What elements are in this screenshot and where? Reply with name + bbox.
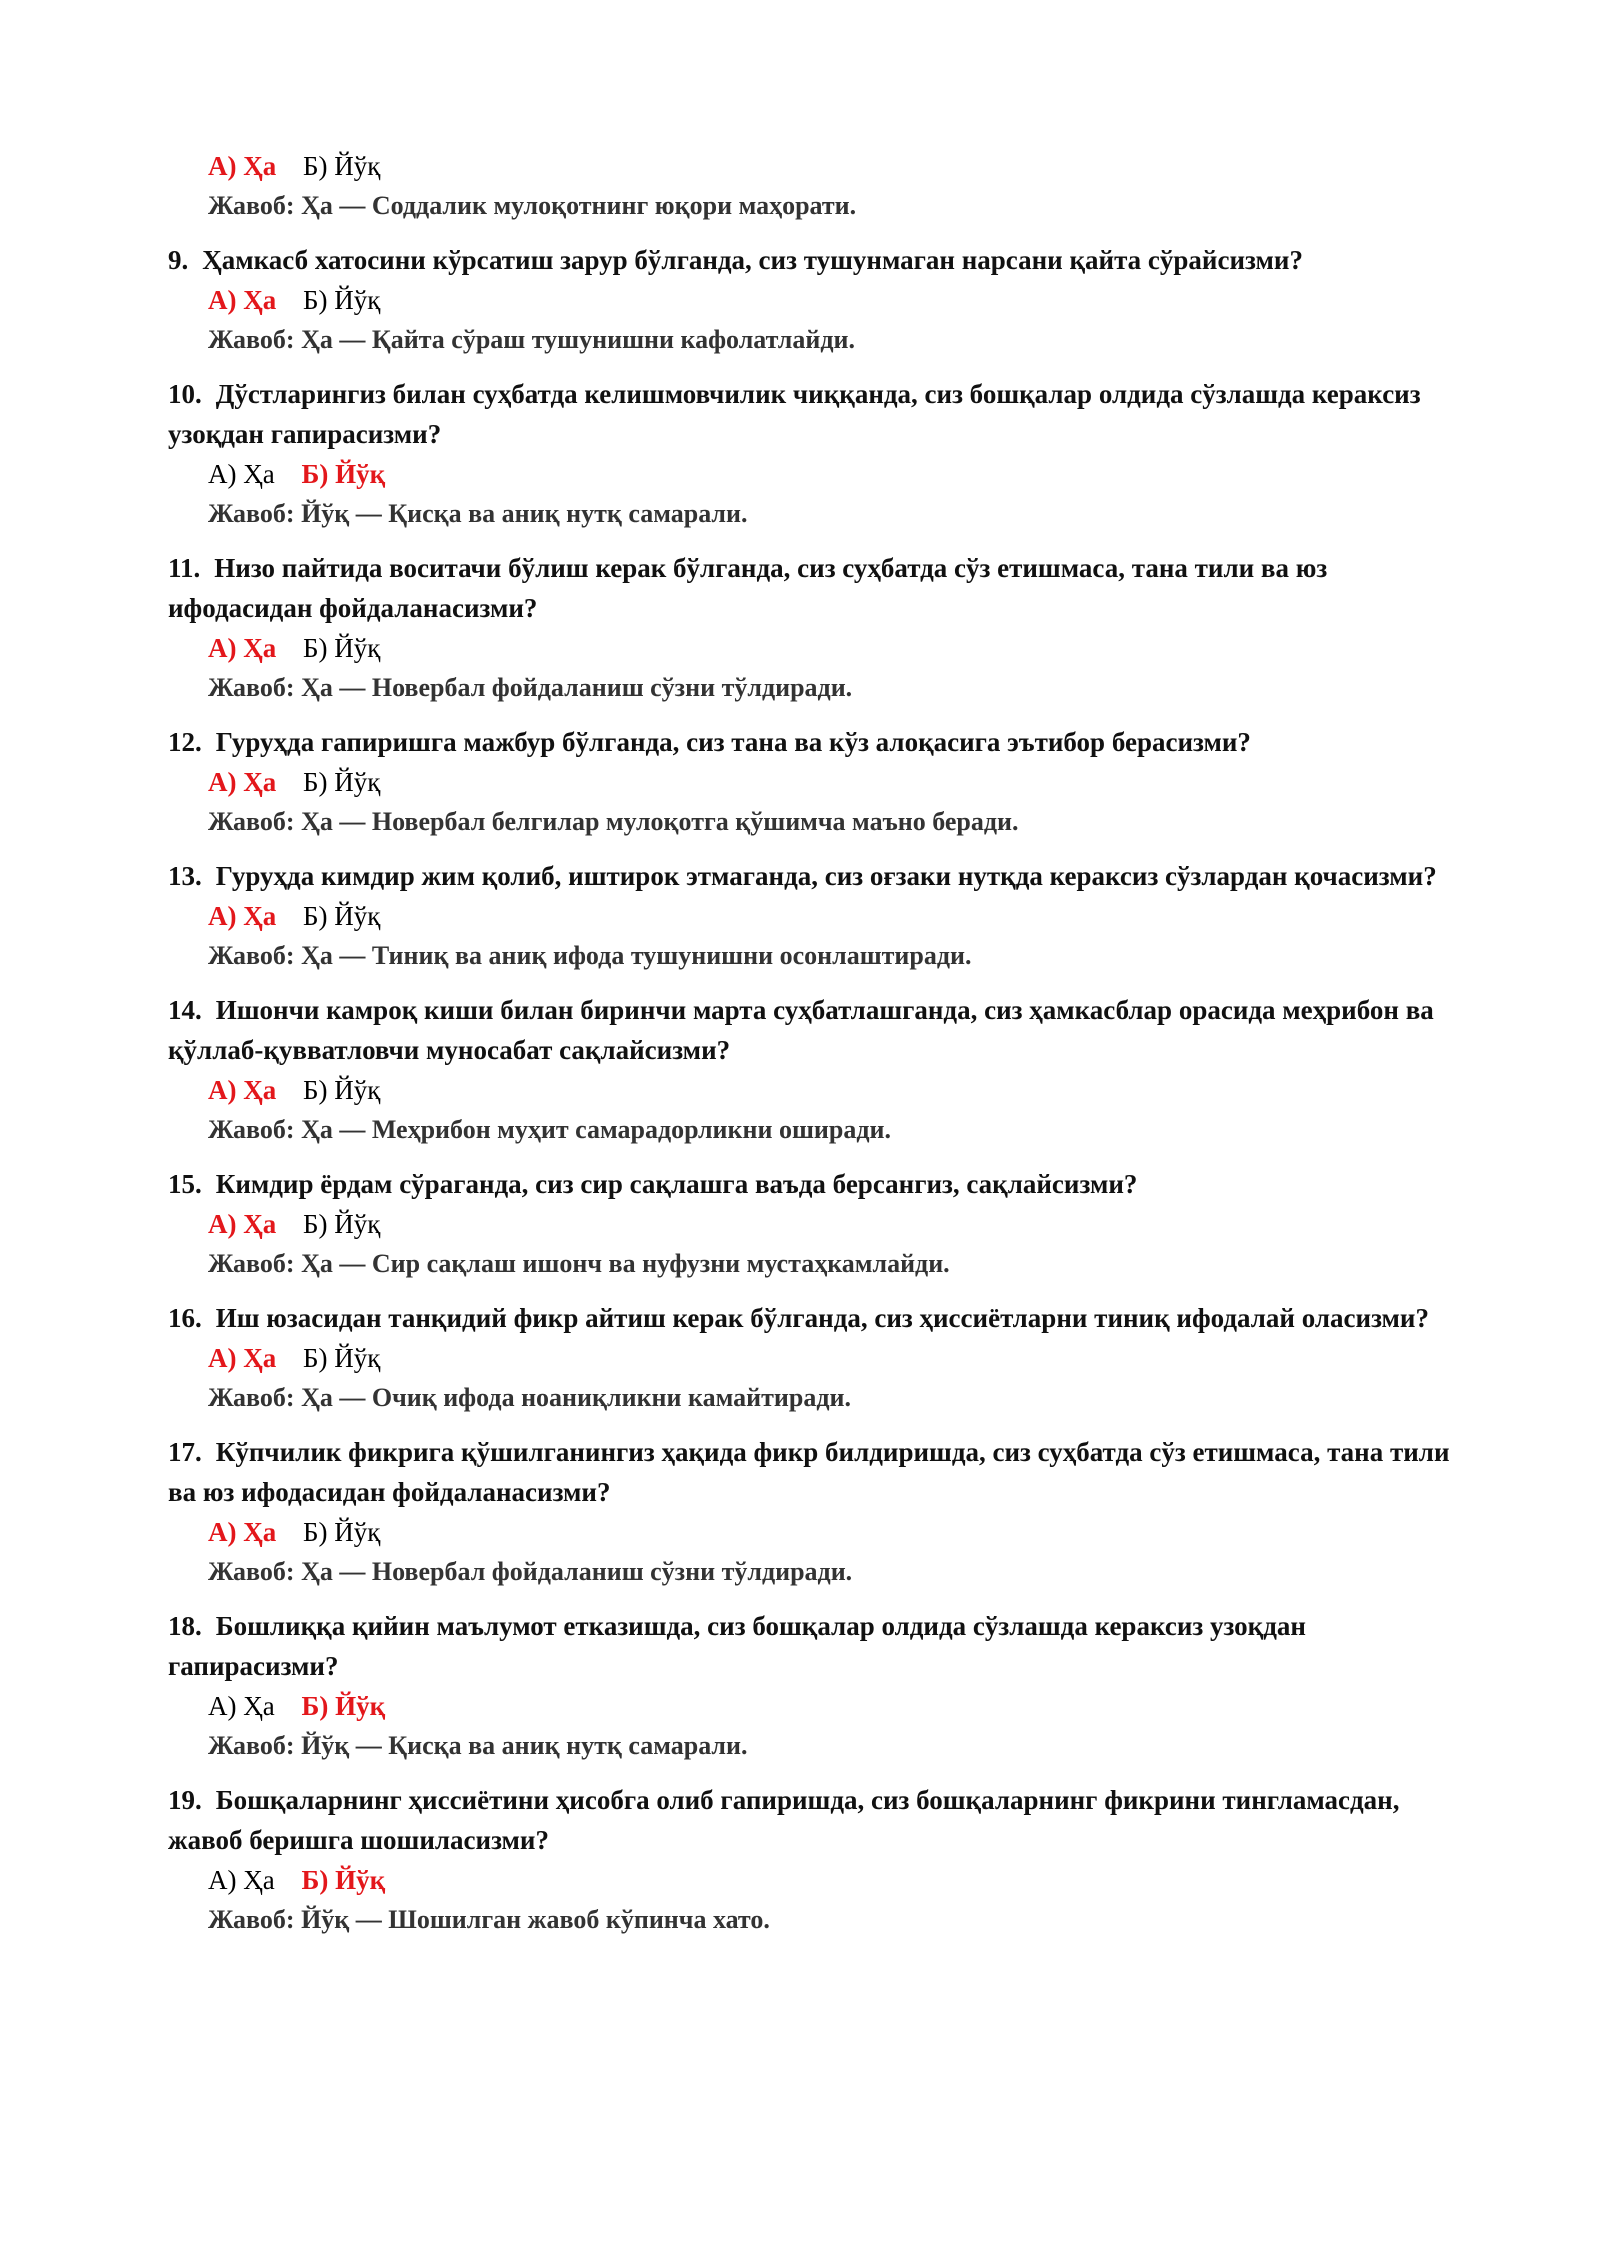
question-item <box>168 990 1450 1150</box>
answer-explanation: Жавоб: Ҳа — Меҳрибон муҳит самарадорликни оширади. <box>208 1115 891 1144</box>
question-item <box>168 548 1450 708</box>
question-item <box>168 1298 1450 1418</box>
question-text <box>168 1432 1450 1512</box>
answer-options <box>168 1512 1450 1552</box>
option-b[interactable]: Б) Йўқ <box>303 285 381 315</box>
option-a[interactable]: А) Ҳа <box>208 1865 275 1895</box>
option-a[interactable]: А) Ҳа <box>208 633 277 663</box>
answer-explanation: Жавоб: Ҳа — Новербал фойдаланиш сўзни тўлдиради. <box>208 1557 853 1586</box>
question-body: Иш юзасидан танқидий фикр айтиш керак бўлганда, сиз ҳиссиётларни тиниқ ифодалай оласизми? <box>215 1303 1429 1333</box>
answer-explanation: Жавоб: Ҳа — Новербал белгилар мулоқотга қўшимча маъно беради. <box>208 807 1019 836</box>
previous-question-tail <box>168 146 1450 226</box>
option-a[interactable]: А) Ҳа <box>208 1343 277 1373</box>
question-number: 14. <box>168 995 202 1025</box>
question-list <box>168 240 1450 1940</box>
answer-options <box>168 1070 1450 1110</box>
question-text <box>168 722 1450 762</box>
option-a[interactable]: А) Ҳа <box>208 901 277 931</box>
question-body: Гуруҳда гапиришга мажбур бўлганда, сиз тана ва кўз алоқасига эътибор берасизми? <box>215 727 1251 757</box>
question-number: 17. <box>168 1437 202 1467</box>
question-text <box>168 1298 1450 1338</box>
question-text <box>168 1164 1450 1204</box>
answer-options <box>168 1686 1450 1726</box>
question-item <box>168 722 1450 842</box>
answer-explanation: Жавоб: Ҳа — Очиқ ифода ноаниқликни камайтиради. <box>208 1383 851 1412</box>
question-body: Низо пайтида воситачи бўлиш керак бўлганда, сиз суҳбатда сўз етишмаса, тана тили ва юз ифодасидан фойдаланасизми? <box>168 553 1328 623</box>
option-b[interactable]: Б) Йўқ <box>303 901 381 931</box>
question-item <box>168 1606 1450 1766</box>
question-body: Ишончи камроқ киши билан биринчи марта суҳбатлашганда, сиз ҳамкасблар орасида меҳрибон ва қўллаб-қувватловчи муносабат сақлайсизми? <box>168 995 1434 1065</box>
answer-explanation: Жавоб: Ҳа — Новербал фойдаланиш сўзни тўлдиради. <box>208 673 853 702</box>
answer-options <box>168 1204 1450 1244</box>
option-b[interactable]: Б) Йўқ <box>303 633 381 663</box>
option-a[interactable]: А) Ҳа <box>208 767 277 797</box>
question-text <box>168 856 1450 896</box>
option-b[interactable]: Б) Йўқ <box>301 459 386 489</box>
answer-options <box>168 896 1450 936</box>
question-item <box>168 1432 1450 1592</box>
question-number: 11. <box>168 553 201 583</box>
question-body: Кимдир ёрдам сўраганда, сиз сир сақлашга ваъда берсангиз, сақлайсизми? <box>215 1169 1138 1199</box>
answer-options <box>168 146 1450 186</box>
option-b[interactable]: Б) Йўқ <box>303 767 381 797</box>
question-number: 13. <box>168 861 202 891</box>
question-text <box>168 990 1450 1070</box>
question-body: Гуруҳда кимдир жим қолиб, иштирок этмаганда, сиз оғзаки нутқда кераксиз сўзлардан қочасизми? <box>215 861 1437 891</box>
answer-options <box>168 762 1450 802</box>
question-text <box>168 374 1450 454</box>
option-a[interactable]: А) Ҳа <box>208 1517 277 1547</box>
answer-options <box>168 1860 1450 1900</box>
option-b[interactable]: Б) Йўқ <box>301 1691 386 1721</box>
question-text <box>168 1780 1450 1860</box>
question-body: Дўстларингиз билан суҳбатда келишмовчилик чиққанда, сиз бошқалар олдида сўзлашда кераксиз узоқдан гапирасизми? <box>168 379 1421 449</box>
question-number: 10. <box>168 379 202 409</box>
option-b[interactable]: Б) Йўқ <box>303 1343 381 1373</box>
question-text <box>168 548 1450 628</box>
answer-explanation: Жавоб: Йўқ — Қисқа ва аниқ нутқ самарали. <box>208 499 748 528</box>
answer-explanation: Жавоб: Ҳа — Соддалик мулоқотнинг юқори маҳорати. <box>208 191 857 220</box>
question-item <box>168 1164 1450 1284</box>
answer-explanation: Жавоб: Ҳа — Тиниқ ва аниқ ифода тушунишни осонлаштиради. <box>208 941 972 970</box>
question-number: 16. <box>168 1303 202 1333</box>
option-a[interactable]: А) Ҳа <box>208 285 277 315</box>
question-body: Бошлиққа қийин маълумот етказишда, сиз бошқалар олдида сўзлашда кераксиз узоқдан гапирасизми? <box>168 1611 1306 1681</box>
option-b[interactable]: Б) Йўқ <box>303 1517 381 1547</box>
question-text <box>168 1606 1450 1686</box>
option-a[interactable]: А) Ҳа <box>208 1209 277 1239</box>
question-item <box>168 1780 1450 1940</box>
answer-explanation: Жавоб: Йўқ — Шошилган жавоб кўпинча хато. <box>208 1905 770 1934</box>
answer-options <box>168 454 1450 494</box>
question-item <box>168 240 1450 360</box>
answer-options <box>168 280 1450 320</box>
answer-options <box>168 1338 1450 1378</box>
question-body: Кўпчилик фикрига қўшилганингиз ҳақида фикр билдиришда, сиз суҳбатда сўз етишмаса, тана тили ва юз ифодасидан фойдаланасизми? <box>168 1437 1450 1507</box>
answer-options <box>168 628 1450 668</box>
question-number: 12. <box>168 727 202 757</box>
option-a[interactable]: А) Ҳа <box>208 459 275 489</box>
question-body: Бошқаларнинг ҳиссиётини ҳисобга олиб гапиришда, сиз бошқаларнинг фикрини тингламасдан, жавоб беришга шошиласизми? <box>168 1785 1400 1855</box>
option-b[interactable]: Б) Йўқ <box>303 151 381 181</box>
answer-explanation: Жавоб: Ҳа — Қайта сўраш тушунишни кафолатлайди. <box>208 325 855 354</box>
question-number: 18. <box>168 1611 202 1641</box>
answer-explanation: Жавоб: Йўқ — Қисқа ва аниқ нутқ самарали. <box>208 1731 748 1760</box>
question-item <box>168 374 1450 534</box>
question-number: 9. <box>168 245 189 275</box>
option-b[interactable]: Б) Йўқ <box>303 1209 381 1239</box>
question-text <box>168 240 1450 280</box>
question-body: Ҳамкасб хатосини кўрсатиш зарур бўлганда, сиз тушунмаган нарсани қайта сўрайсизми? <box>202 245 1303 275</box>
option-a[interactable]: А) Ҳа <box>208 1691 275 1721</box>
answer-explanation: Жавоб: Ҳа — Сир сақлаш ишонч ва нуфузни мустаҳкамлайди. <box>208 1249 950 1278</box>
question-item <box>168 856 1450 976</box>
option-b[interactable]: Б) Йўқ <box>303 1075 381 1105</box>
question-number: 19. <box>168 1785 202 1815</box>
option-a[interactable]: А) Ҳа <box>208 151 277 181</box>
option-b[interactable]: Б) Йўқ <box>301 1865 386 1895</box>
question-number: 15. <box>168 1169 202 1199</box>
option-a[interactable]: А) Ҳа <box>208 1075 277 1105</box>
